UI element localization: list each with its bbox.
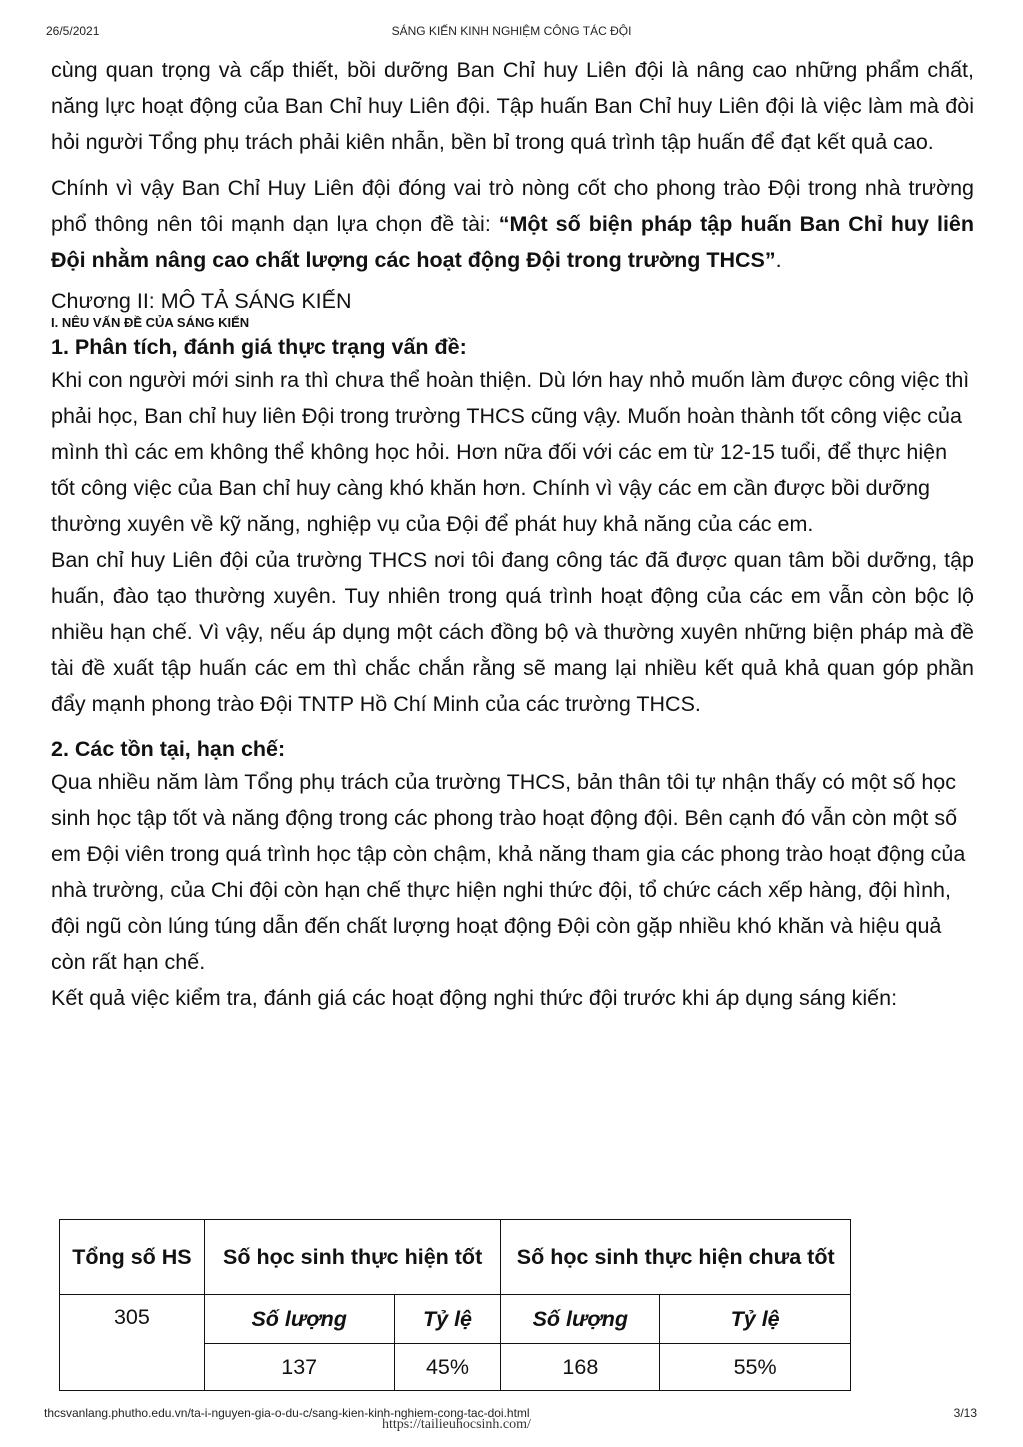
page-number: 3/13 bbox=[953, 1406, 977, 1420]
paragraph-analysis: Khi con người mới sinh ra thì chưa thể hoàn thiện. Dù lớn hay nhỏ muốn làm được công việc thì phải học, Ban chỉ huy liên Đội trong trường THCS cũng vậy. Muốn hoàn thành tốt công việc của mình thì các em không thể không học hỏi. Hơn nữa đối với các em từ 12-15 tuổi, để thực hiện tốt công việc của Ban chỉ huy càng khó khăn hơn. Chính vì vậy các em cần được bồi dưỡng thường xuyên về kỹ năng, nghiệp vụ của Đội để phát huy khả năng của các em. bbox=[51, 368, 970, 536]
cell-good-rate: 45% bbox=[394, 1344, 501, 1391]
section-heading: I. NÊU VẤN ĐỀ CỦA SÁNG KIẾN bbox=[51, 315, 250, 330]
heading-analysis: 1. Phân tích, đánh giá thực trạng vấn đề: bbox=[51, 335, 467, 359]
topic-prefix: Chính vì vậy Ban Chỉ Huy Liên đội đóng vai trò nòng cốt cho phong trào Đội trong nhà trường phổ thông nên tôi mạnh dạn lựa chọn đề tài: bbox=[51, 176, 974, 236]
header-title: SÁNG KIẾN KINH NGHIỆM CÔNG TÁC ĐỘI bbox=[391, 24, 632, 38]
page-footer bbox=[0, 1406, 1023, 1436]
subheader-rate-not-good: Tỷ lệ bbox=[660, 1295, 851, 1344]
cell-not-good-rate: 55% bbox=[660, 1344, 851, 1391]
page-header bbox=[0, 24, 1023, 40]
cell-not-good-count: 168 bbox=[501, 1344, 660, 1391]
chapter-heading: Chương II: MÔ TẢ SÁNG KIẾN bbox=[51, 289, 352, 313]
cell-good-count: 137 bbox=[204, 1344, 394, 1391]
cell-total-students: 305 bbox=[60, 1295, 205, 1391]
subheader-count-not-good: Số lượng bbox=[501, 1295, 660, 1344]
header-total-students: Tổng số HS bbox=[60, 1220, 205, 1295]
header-date: 26/5/2021 bbox=[46, 24, 100, 38]
paragraph-limitations: Qua nhiều năm làm Tổng phụ trách của trường THCS, bản thân tôi tự nhận thấy có một số học sinh học tập tốt và năng động trong các phong trào hoạt động đội. Bên cạnh đó vẫn còn một số em Đội viên trong quá trình học tập còn chậm, khả năng tham gia các phong trào hoạt động của nhà trường, của Chi đội còn hạn chế thực hiện nghi thức đội, tổ chức cách xếp hàng, đội hình, đội ngũ còn lúng túng dẫn đến chất lượng hoạt động Đội còn gặp nhiều khó khăn và hiệu quả còn rất hạn chế. bbox=[51, 770, 966, 974]
topic-title: “Một số biện pháp tập huấn Ban Chỉ huy liên Đội nhằm nâng cao chất lượng các hoạt động Đội trong trường THCS” bbox=[51, 212, 975, 272]
paragraph-intro: cùng quan trọng và cấp thiết, bồi dưỡng Ban Chỉ huy Liên đội là nâng cao những phẩm chất, năng lực hoạt động của Ban Chỉ huy Liên đội. Tập huấn Ban Chỉ huy Liên đội là việc làm mà đòi hỏi người Tổng phụ trách phải kiên nhẫn, bền bỉ trong quá trình tập huấn để đạt kết quả cao. bbox=[51, 58, 974, 154]
paragraph-results-intro: Kết quả việc kiểm tra, đánh giá các hoạt động nghi thức đội trước khi áp dụng sáng kiến: bbox=[51, 986, 898, 1010]
subheader-rate-good: Tỷ lệ bbox=[394, 1295, 501, 1344]
footer-url: thcsvanlang.phutho.edu.vn/ta-i-nguyen-gia-o-du-c/sang-kien-kinh-nghiem-cong-tac-doi.html bbox=[44, 1406, 530, 1420]
footer-watermark: https://tailieuhocsinh.com/ bbox=[382, 1417, 531, 1432]
document-body bbox=[51, 52, 974, 1016]
paragraph-topic bbox=[51, 170, 974, 278]
subheader-count-good: Số lượng bbox=[204, 1295, 394, 1344]
results-table bbox=[59, 1219, 851, 1391]
header-good-students: Số học sinh thực hiện tốt bbox=[204, 1220, 501, 1295]
topic-suffix: . bbox=[775, 248, 782, 272]
heading-limitations: 2. Các tồn tại, hạn chế: bbox=[51, 737, 286, 761]
paragraph-current-state: Ban chỉ huy Liên đội của trường THCS nơi tôi đang công tác đã được quan tâm bồi dưỡng, tập huấn, đào tạo thường xuyên. Tuy nhiên trong quá trình hoạt động của các em vẫn còn bộc lộ nhiều hạn chế. Vì vậy, nếu áp dụng một cách đồng bộ và thường xuyên những biện pháp mà đề tài đề xuất tập huấn các em thì chắc chắn rằng sẽ mang lại nhiều kết quả khả quan góp phần đẩy mạnh phong trào Đội TNTP Hồ Chí Minh của các trường THCS. bbox=[51, 548, 974, 716]
header-not-good-students: Số học sinh thực hiện chưa tốt bbox=[501, 1220, 851, 1295]
